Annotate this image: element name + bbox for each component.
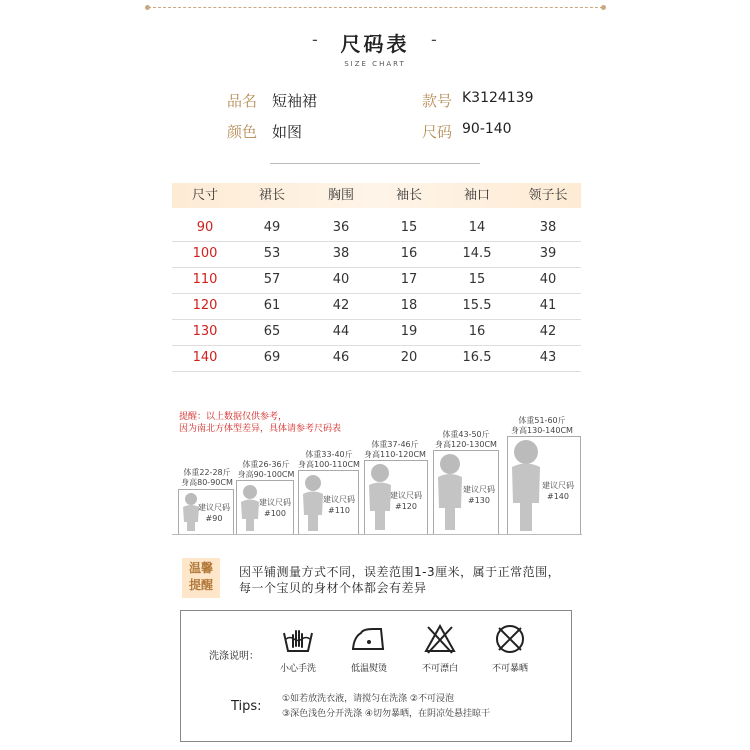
no-sun-label: 不可暴晒	[491, 664, 528, 674]
table-cell: 90	[196, 220, 214, 235]
sku-label: 款号	[422, 92, 453, 110]
hand-wash-icon	[282, 625, 314, 659]
suggest-text: 建议尺码 #90	[198, 503, 230, 523]
kid-stat: 体重33-40斤 身高100-110CM	[298, 450, 360, 469]
warm-reminder-line-1: 因平铺测量方式不同，误差范围1-3厘米，属于正常范围，	[239, 565, 561, 579]
table-cell: 49	[263, 220, 281, 235]
warm-reminder-badge: 温馨 提醒	[182, 558, 220, 598]
tip-line-2: ③深色浅色分开洗涤 ④切勿暴晒，在阴凉处悬挂晾干	[282, 709, 490, 719]
table-cell: 120	[192, 298, 218, 313]
low-iron-icon	[351, 627, 387, 657]
low-iron-label: 低温熨烫	[350, 664, 387, 674]
wash-label: 洗涤说明：	[209, 651, 259, 662]
table-cell: 41	[539, 298, 557, 313]
table-cell: 16	[400, 246, 418, 261]
header-cell: 胸围	[327, 188, 354, 203]
table-cell: 18	[400, 298, 418, 313]
table-cell: 36	[332, 220, 350, 235]
table-cell: 19	[400, 324, 418, 339]
color-label: 颜色	[227, 123, 258, 141]
hand-wash-label: 小心手洗	[279, 664, 316, 674]
care-instructions-box	[180, 610, 572, 742]
table-cell: 69	[263, 350, 281, 365]
child-silhouette	[509, 439, 543, 536]
reminder-line-2: 因为南北方体型差异，具体请参考尺码表	[179, 424, 342, 434]
name-value: 短袖裙	[272, 92, 318, 110]
size-label: 尺码	[422, 123, 453, 141]
table-cell: 130	[192, 324, 218, 339]
table-cell: 42	[539, 324, 557, 339]
table-cell: 61	[263, 298, 281, 313]
table-cell: 42	[332, 298, 350, 313]
suggest-text: 建议尺码 #100	[259, 498, 291, 518]
tip-line-1: ①如若放洗衣液，请搅匀在洗涤 ②不可浸泡	[282, 694, 454, 704]
table-cell: 40	[539, 272, 557, 287]
table-cell: 15	[400, 220, 418, 235]
title-dash-right: -	[431, 30, 437, 49]
title-dash-left: -	[312, 30, 318, 49]
sku-value: K3124139	[462, 90, 534, 106]
kid-stat: 体重43-50斤 身高120-130CM	[435, 430, 497, 449]
kid-stat: 体重37-46斤 身高110-120CM	[364, 440, 426, 459]
no-bleach-icon	[424, 623, 456, 659]
no-bleach-label: 不可漂白	[421, 664, 458, 674]
kid-stat: 体重22-28斤 身高80-90CM	[181, 468, 233, 487]
page-subtitle: SIZE CHART	[344, 60, 406, 68]
name-label: 品名	[227, 92, 258, 110]
table-cell: 15.5	[462, 298, 492, 313]
no-sun-icon	[494, 623, 526, 659]
size-value: 90-140	[462, 121, 512, 137]
table-cell: 16	[468, 324, 486, 339]
table-cell: 38	[539, 220, 557, 235]
tips-label: Tips:	[231, 699, 262, 714]
table-cell: 43	[539, 350, 557, 365]
table-cell: 100	[192, 246, 218, 261]
table-cell: 16.5	[462, 350, 492, 365]
guide-baseline	[172, 534, 582, 535]
table-cell: 40	[332, 272, 350, 287]
table-cell: 57	[263, 272, 281, 287]
suggest-text: 建议尺码 #110	[323, 495, 355, 515]
suggest-text: 建议尺码 #140	[542, 481, 574, 501]
table-cell: 44	[332, 324, 350, 339]
table-cell: 14.5	[462, 246, 492, 261]
kid-stat: 体重26-36斤 身高90-100CM	[237, 460, 295, 479]
header-cell: 领子长	[528, 188, 568, 203]
table-cell: 46	[332, 350, 350, 365]
warm-reminder-line-2: 每一个宝贝的身材个体都会有差异	[239, 581, 427, 595]
table-cell: 17	[400, 272, 418, 287]
reminder-line-1: 提醒：以上数据仅供参考，	[179, 412, 288, 422]
header-cell: 尺寸	[191, 188, 218, 203]
table-cell: 140	[192, 350, 218, 365]
table-cell: 14	[468, 220, 486, 235]
table-cell: 53	[263, 246, 281, 261]
table-cell: 110	[192, 272, 218, 287]
page-title: 尺码表	[340, 32, 410, 56]
kid-stat: 体重51-60斤 身高130-140CM	[511, 416, 573, 435]
color-value: 如图	[272, 123, 303, 141]
header-cell: 袖长	[395, 188, 422, 203]
table-cell: 20	[400, 350, 418, 365]
table-cell: 15	[468, 272, 486, 287]
table-cell: 65	[263, 324, 281, 339]
table-cell: 39	[539, 246, 557, 261]
suggest-text: 建议尺码 #120	[390, 491, 422, 511]
header-cell: 裙长	[258, 188, 285, 203]
suggest-text: 建议尺码 #130	[463, 485, 495, 505]
table-cell: 38	[332, 246, 350, 261]
header-cell: 袖口	[463, 188, 490, 203]
